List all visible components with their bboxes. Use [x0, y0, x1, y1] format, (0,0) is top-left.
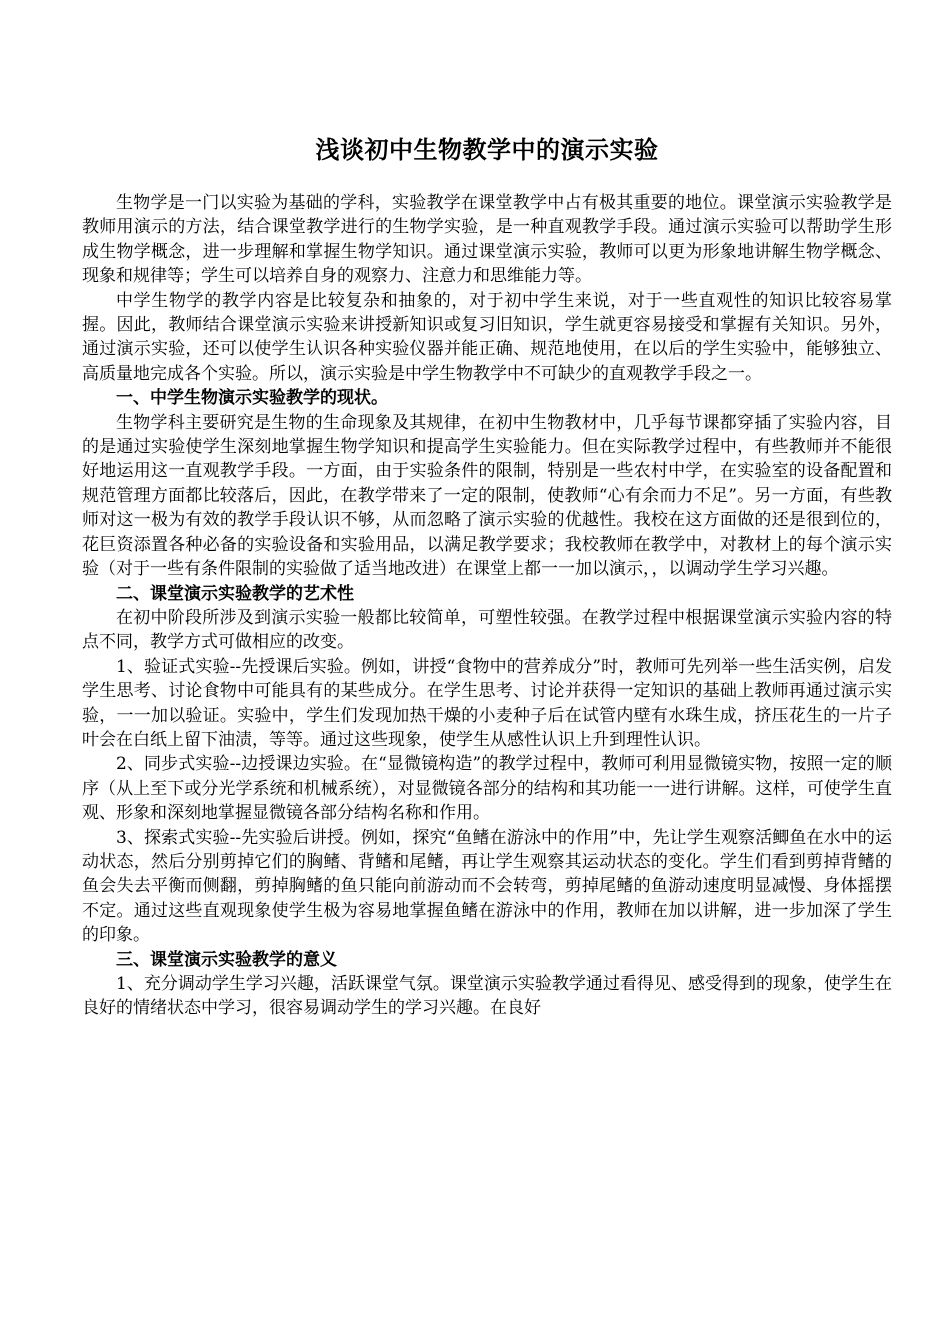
section-heading-1: 一、中学生物演示实验教学的现状。: [116, 388, 388, 409]
paragraph-significance-1: 1、充分调动学生学习兴趣，活跃课堂气氛。课堂演示实验教学通过看得见、感受得到的现象，使学生在良好的情绪状态中学习，很容易调动学生的学习兴趣。在良好: [82, 974, 892, 1019]
paragraph-art-intro: 在初中阶段所涉及到演示实验一般都比较简单，可塑性较强。在教学过程中根据课堂演示实验内容的特点不同，教学方式可做相应的改变。: [82, 607, 892, 653]
paragraph-explore-experiment: 3、探索式实验--先实验后讲授。例如，探究“鱼鳍在游泳中的作用”中，先让学生观察活鲫鱼在水中的运动状态，然后分别剪掉它们的胸鳍、背鳍和尾鳍，再让学生观察其运动状态的变化。学生们看到剪掉背鳍的鱼会失去平衡而侧翻，剪掉胸鳍的鱼只能向前游动而不会转弯，剪掉尾鳍的鱼游动速度明显减慢、身体摇摆不定。通过这些直观现象使学生极为容易地掌握鱼鳍在游泳中的作用，教师在加以讲解，进一步加深了学生的印象。: [82, 827, 892, 946]
document-page: [82, 128, 892, 1021]
section-heading-3: 三、课堂演示实验教学的意义: [116, 949, 337, 970]
paragraph-status: 生物学科主要研究是生物的生命现象及其规律，在初中生物教材中，几乎每节课都穿插了实验内容，目的是通过实验使学生深刻地掌握生物学知识和提高学生实验能力。但在实际教学过程中，有些教师并不能很好地运用这一直观教学手段。一方面，由于实验条件的限制，特别是一些农村中学，在实验室的设备配置和规范管理方面都比较落后，因此，在教学带来了一定的限制，使教师“心有余而力不足”。另一方面，有些教师对这一极为有效的教学手段认识不够，从而忽略了演示实验的优越性。我校在这方面做的还是很到位的，花巨资添置各种必备的实验设备和实验用品，以满足教学要求；我校教师在教学中，对教材上的每个演示实验（对于一些有条件限制的实验做了适当地改进）在课堂上都一一加以演示，，以调动学生学习兴趣。: [82, 412, 892, 580]
paragraph-intro-2: 中学生物学的教学内容是比较复杂和抽象的，对于初中学生来说，对于一些直观性的知识比较容易掌握。因此，教师结合课堂演示实验来讲授新知识或复习旧知识，学生就更容易接受和掌握有关知识。另外，通过演示实验，还可以使学生认识各种实验仪器并能正确、规范地使用，在以后的学生实验中，能够独立、高质量地完成各个实验。所以，演示实验是中学生物教学中不可缺少的直观教学手段之一。: [82, 290, 892, 384]
paragraph-sync-experiment: 2、同步式实验--边授课边实验。在“显微镜构造”的教学过程中，教师可利用显微镜实物，按照一定的顺序（从上至下或分光学系统和机械系统），对显微镜各部分的结构和其功能一一进行讲解。这样，可使学生直观、形象和深刻地掌握显微镜各部分结构名称和作用。: [82, 754, 892, 824]
paragraph-intro-1: 生物学是一门以实验为基础的学科，实验教学在课堂教学中占有极其重要的地位。课堂演示实验教学是教师用演示的方法，结合课堂教学进行的生物学实验，是一种直观教学手段。通过演示实验可以帮助学生形成生物学概念，进一步理解和掌握生物学知识。通过课堂演示实验，教师可以更为形象地讲解生物学概念、现象和规律等；学生可以培养自身的观察力、注意力和思维能力等。: [82, 193, 892, 287]
section-heading-2: 二、课堂演示实验教学的艺术性: [116, 583, 354, 604]
paragraph-verify-experiment: 1、验证式实验--先授课后实验。例如，讲授“食物中的营养成分”时，教师可先列举一些生活实例，启发学生思考、讨论食物中可能具有的某些成分。在学生思考、讨论并获得一定知识的基础上教师再通过演示实验，一一加以验证。实验中，学生们发现加热干燥的小麦种子后在试管内壁有水珠生成，挤压花生的一片子叶会在白纸上留下油渍，等等。通过这些现象，使学生从感性认识上升到理性认识。: [82, 656, 892, 750]
document-title: 浅谈初中生物教学中的演示实验: [315, 135, 659, 164]
